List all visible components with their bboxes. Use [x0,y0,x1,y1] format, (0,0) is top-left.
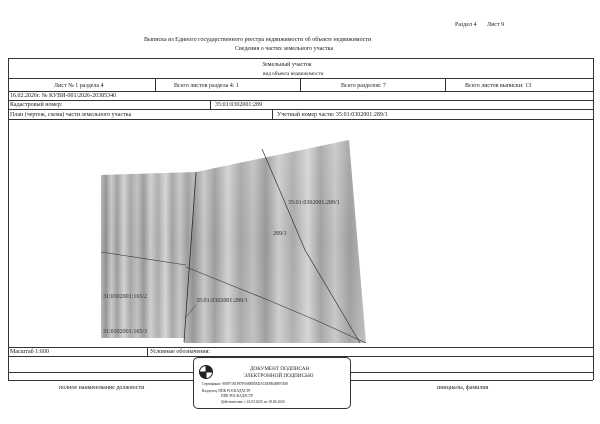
signature-valid: Действителен: с 24.03.2025 по 18.06.2026 [221,400,285,404]
scale: Масштаб 1:600 [10,349,49,355]
sections-total: Всего разделов: 7 [341,83,386,89]
plan-label-middle: 289/1 [273,231,287,237]
sheet-number: Лист 9 [487,22,505,28]
signature-stamp [193,357,351,409]
section-number: Раздел 4 [455,22,477,28]
object-kind: Земельный участок [262,62,312,68]
plan-label: План (чертеж, схема) части земельного участка [10,112,132,118]
document-subtitle: Сведения о частях земельного участка [235,46,334,52]
plan-label-left: 31:0302001:165/2 [103,294,148,300]
signature-cert: Сертификат: 00097181F87F008B85EDA53E8B48B97468 [202,382,288,386]
plan-label-bottom-left: 31:0302001:165/3 [103,329,148,335]
signature-emblem-icon [198,364,214,380]
signature-owner-line2: ППК РОСКАДАСТР [221,394,254,398]
document-title: Выписка из Единого государственного реестра недвижимости об объекте недвижимости [144,37,372,43]
signature-title-2: ЭЛЕКТРОННОЙ ПОДПИСЬЮ [244,373,314,379]
sheets-total: Всего листов выписки: 13 [465,83,532,89]
date-and-number: 16.02.2026г. № КУВИ-001/2026-20385340 [10,93,117,99]
part-number: Учетный номер части: 35:01:0302001:289/1 [277,112,388,118]
position-caption: полное наименование должности [59,385,145,391]
signature-owner: Владелец: ППК РОСКАДАСТР [202,389,251,393]
plan-label-center: 35:01:0302001:289/1 [196,298,248,304]
legend-label: Условные обозначения: [150,349,211,355]
sheet-of-section: Лист № 1 раздела 4 [54,83,104,89]
cadastral-label: Кадастровый номер: [10,102,63,108]
object-kind-caption: вид объекта недвижимости [263,71,324,77]
cadastral-value: 35:01:0302001:289 [215,102,263,108]
signature-title-1: ДОКУМЕНТ ПОДПИСАН [250,366,310,372]
sheets-in-section: Всего листов раздела 4: 1 [174,83,239,89]
name-caption: инициалы, фамилия [437,385,489,391]
plan-label-top-right: 35:01:0302001:289/1 [288,200,340,206]
